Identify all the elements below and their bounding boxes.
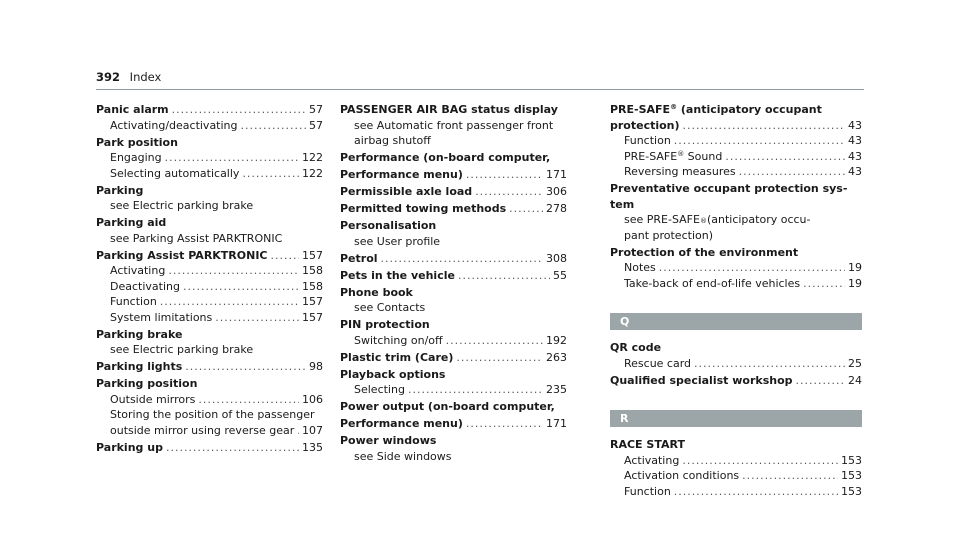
index-entry: [96, 135, 323, 182]
index-entry: [610, 437, 862, 499]
index-entry: [96, 440, 323, 456]
subentry-text: pant protection): [624, 228, 713, 242]
page-ref[interactable]: 98: [309, 360, 323, 373]
leader-dots: [475, 184, 543, 200]
term-text: Parking lights: [96, 360, 183, 373]
leader-dots: [725, 149, 845, 165]
index-entry: [610, 102, 862, 180]
term-text: Parking up: [96, 440, 163, 454]
leader-dots: [160, 294, 299, 310]
leader-dots: [166, 440, 299, 456]
leader-dots: [446, 333, 543, 349]
term-text: Petrol: [340, 251, 378, 265]
r-entries: [610, 437, 862, 499]
subentry-text: Sound: [684, 149, 723, 163]
leader-dots: [456, 350, 543, 366]
leader-dots: [466, 167, 543, 183]
page-ref[interactable]: 57: [309, 103, 323, 116]
section-title: Index: [129, 70, 162, 84]
index-entry: [340, 416, 567, 432]
section-letter-r: R: [610, 410, 862, 427]
page-ref[interactable]: 122: [302, 151, 323, 164]
term-text: Performance menu): [340, 417, 463, 430]
registered-mark: ®: [677, 149, 685, 158]
leader-dots: [183, 279, 299, 295]
leader-dots: [509, 201, 543, 217]
index-entry: [340, 285, 567, 316]
leader-dots: [674, 133, 845, 149]
index-entry: [96, 102, 323, 133]
subentry-text: System limitations: [110, 310, 213, 324]
index-entry: [610, 373, 862, 389]
term-text: tem: [610, 197, 635, 211]
index-entry: [96, 359, 323, 375]
index-entry: [340, 367, 567, 398]
subentry-text: Deactivating: [110, 279, 180, 293]
index-entry: [340, 268, 567, 284]
index-entry: [340, 350, 567, 366]
page-ref[interactable]: 171: [546, 417, 567, 430]
page-ref[interactable]: 122: [302, 166, 323, 180]
index-entry: [610, 340, 862, 371]
index-entry: [96, 248, 323, 326]
subentry-text[interactable]: see User profile: [354, 234, 441, 248]
term-text: Parking: [96, 183, 144, 197]
subentry-text: Storing the position of the passenger: [110, 408, 315, 421]
index-entry: [340, 433, 567, 464]
section-letter-q: Q: [610, 313, 862, 330]
subentry-text: Activating: [110, 264, 166, 277]
leader-dots: [683, 118, 845, 134]
index-entry: [340, 218, 567, 249]
leader-dots: [458, 268, 550, 284]
term-text: Preventative occupant protection sys-: [610, 182, 848, 195]
leader-dots: [659, 260, 845, 276]
page-ref[interactable]: 192: [546, 333, 567, 347]
subentry-text[interactable]: see Automatic front passenger front: [354, 118, 554, 132]
page-ref[interactable]: 57: [309, 118, 323, 132]
subentry-text: Reversing measures: [624, 165, 736, 178]
term-text: QR code: [610, 341, 662, 354]
subentry-text: Take-back of end-of-life vehicles: [624, 276, 801, 290]
leader-dots: [742, 468, 838, 484]
leader-dots: [198, 392, 299, 408]
leader-dots: [674, 484, 838, 500]
page-ref[interactable]: 235: [546, 383, 567, 396]
index-column-2: [340, 102, 567, 466]
subentry-text[interactable]: see Contacts: [354, 301, 426, 314]
term-text: Parking Assist PARKTRONIC: [96, 248, 268, 262]
leader-dots: [694, 356, 845, 372]
subentry-text: Engaging: [110, 151, 162, 164]
leader-dots: [172, 102, 306, 118]
subentry-text: Activating: [624, 453, 680, 467]
term-text: Playback options: [340, 367, 446, 381]
page-header: [96, 70, 161, 84]
index-entry: [340, 201, 567, 217]
page-ref[interactable]: 157: [302, 310, 323, 324]
term-text: Personalisation: [340, 219, 437, 232]
subentry-text[interactable]: see Parking Assist PARKTRONIC: [110, 231, 283, 245]
leader-dots: [408, 382, 543, 398]
term-text: Parking brake: [96, 327, 183, 341]
subentry-text[interactable]: see Electric parking brake: [110, 199, 254, 212]
index-column-1: [96, 102, 323, 457]
page-ref[interactable]: 43: [848, 134, 862, 147]
index-entry: [340, 150, 567, 166]
header-rule: [96, 89, 864, 90]
leader-dots: [165, 150, 299, 166]
page-ref[interactable]: 308: [546, 251, 567, 265]
leader-dots: [682, 453, 838, 469]
page-ref[interactable]: 43: [848, 118, 862, 132]
index-entry: [340, 184, 567, 200]
term-text: Performance (on-board computer,: [340, 151, 551, 164]
page-ref[interactable]: 55: [553, 268, 567, 282]
term-text: Power windows: [340, 434, 437, 447]
index-entry: [340, 102, 567, 149]
index-entry: [96, 376, 323, 438]
leader-dots: [185, 359, 306, 375]
term-text: Protection of the environment: [610, 245, 799, 259]
term-text: PASSENGER AIR BAG status display: [340, 103, 558, 116]
subentry-text: Selecting: [354, 383, 405, 396]
term-text: Parking aid: [96, 216, 167, 229]
term-text: RACE START: [610, 438, 685, 451]
page-ref[interactable]: 157: [302, 295, 323, 308]
index-entry: [96, 327, 323, 358]
page-ref[interactable]: 153: [841, 469, 862, 482]
page-ref[interactable]: 171: [546, 168, 567, 181]
leader-dots: [297, 423, 299, 439]
leader-dots: [271, 248, 299, 264]
subentry-text: PRE-SAFE: [624, 149, 678, 163]
index-entry: [340, 317, 567, 348]
subentry-text[interactable]: see PRE-SAFE: [624, 213, 700, 226]
term-text: Phone book: [340, 285, 413, 299]
index-entry: [96, 183, 323, 214]
term-text: Qualified specialist workshop: [610, 373, 793, 387]
subentry-text: Outside mirrors: [110, 392, 196, 406]
term-text: Performance menu): [340, 168, 463, 181]
subentry-text: Selecting automatically: [110, 166, 240, 180]
subentry-text: Function: [624, 134, 671, 147]
leader-dots: [739, 164, 845, 180]
q-entries: [610, 340, 862, 388]
term-text: Pets in the vehicle: [340, 268, 455, 282]
term-text: Park position: [96, 135, 178, 149]
index-column-3: [610, 102, 862, 501]
page-ref[interactable]: 153: [841, 484, 862, 498]
page-ref[interactable]: 278: [546, 202, 567, 215]
subentry-text: Function: [624, 484, 671, 498]
index-entry: [340, 167, 567, 183]
leader-dots: [803, 276, 845, 292]
page-ref[interactable]: 19: [848, 276, 862, 290]
leader-dots: [381, 251, 543, 267]
subentry-text: Notes: [624, 261, 656, 274]
term-text: protection): [610, 118, 680, 132]
subentry-text[interactable]: see Side windows: [354, 449, 452, 463]
subentry-text: outside mirror using reverse gear: [110, 423, 295, 437]
page-ref[interactable]: 25: [848, 356, 862, 370]
leader-dots: [242, 166, 299, 182]
term-text: (anticipatory occupant: [677, 103, 822, 116]
term-text: Parking position: [96, 377, 198, 390]
page-ref[interactable]: 107: [302, 423, 323, 437]
term-text: Power output (on-board computer,: [340, 400, 555, 413]
leader-dots: [466, 416, 543, 432]
page-ref[interactable]: 158: [302, 264, 323, 277]
term-text: Permitted towing methods: [340, 202, 507, 215]
leader-dots: [168, 263, 299, 279]
index-entry: [610, 245, 862, 292]
index-entry: [340, 251, 567, 267]
leader-dots: [215, 310, 299, 326]
page-ref[interactable]: 263: [546, 350, 567, 364]
index-entry: [340, 399, 567, 415]
page-ref[interactable]: 24: [848, 373, 862, 387]
term-text: Panic alarm: [96, 103, 169, 116]
page-number: 392: [96, 70, 121, 84]
subentry-text: Function: [110, 295, 157, 308]
page-ref[interactable]: 43: [848, 149, 862, 163]
subentry-text: Switching on/off: [354, 333, 443, 347]
term-text: PIN protection: [340, 318, 430, 331]
leader-dots: [241, 118, 306, 134]
registered-mark: ®: [670, 103, 678, 111]
page-ref[interactable]: 306: [546, 185, 567, 198]
term-text: Plastic trim (Care): [340, 350, 454, 364]
page-ref[interactable]: 153: [841, 453, 862, 467]
subentry-text: Rescue card: [624, 356, 692, 370]
subentry-text: Activating/deactivating: [110, 118, 238, 132]
term-text: PRE-SAFE: [610, 103, 671, 116]
subentry-text: airbag shutoff: [354, 134, 431, 147]
subentry-text[interactable]: see Electric parking brake: [110, 343, 254, 356]
page-ref[interactable]: 106: [302, 392, 323, 406]
index-entry: [96, 215, 323, 246]
page-ref[interactable]: 43: [848, 165, 862, 178]
page-ref[interactable]: 158: [302, 279, 323, 293]
subentry-text: Activation conditions: [624, 469, 740, 482]
page-ref[interactable]: 19: [848, 261, 862, 274]
page-ref[interactable]: 157: [302, 248, 323, 262]
leader-dots: [796, 373, 845, 389]
page-ref[interactable]: 135: [302, 440, 323, 454]
term-text: Permissible axle load: [340, 185, 473, 198]
subentry-text: (anticipatory occu-: [706, 213, 811, 226]
index-entry: Preventative occupant protection sys- tem see PRE-SAFE ® (anticipatory occu- pant protection): [610, 181, 862, 243]
